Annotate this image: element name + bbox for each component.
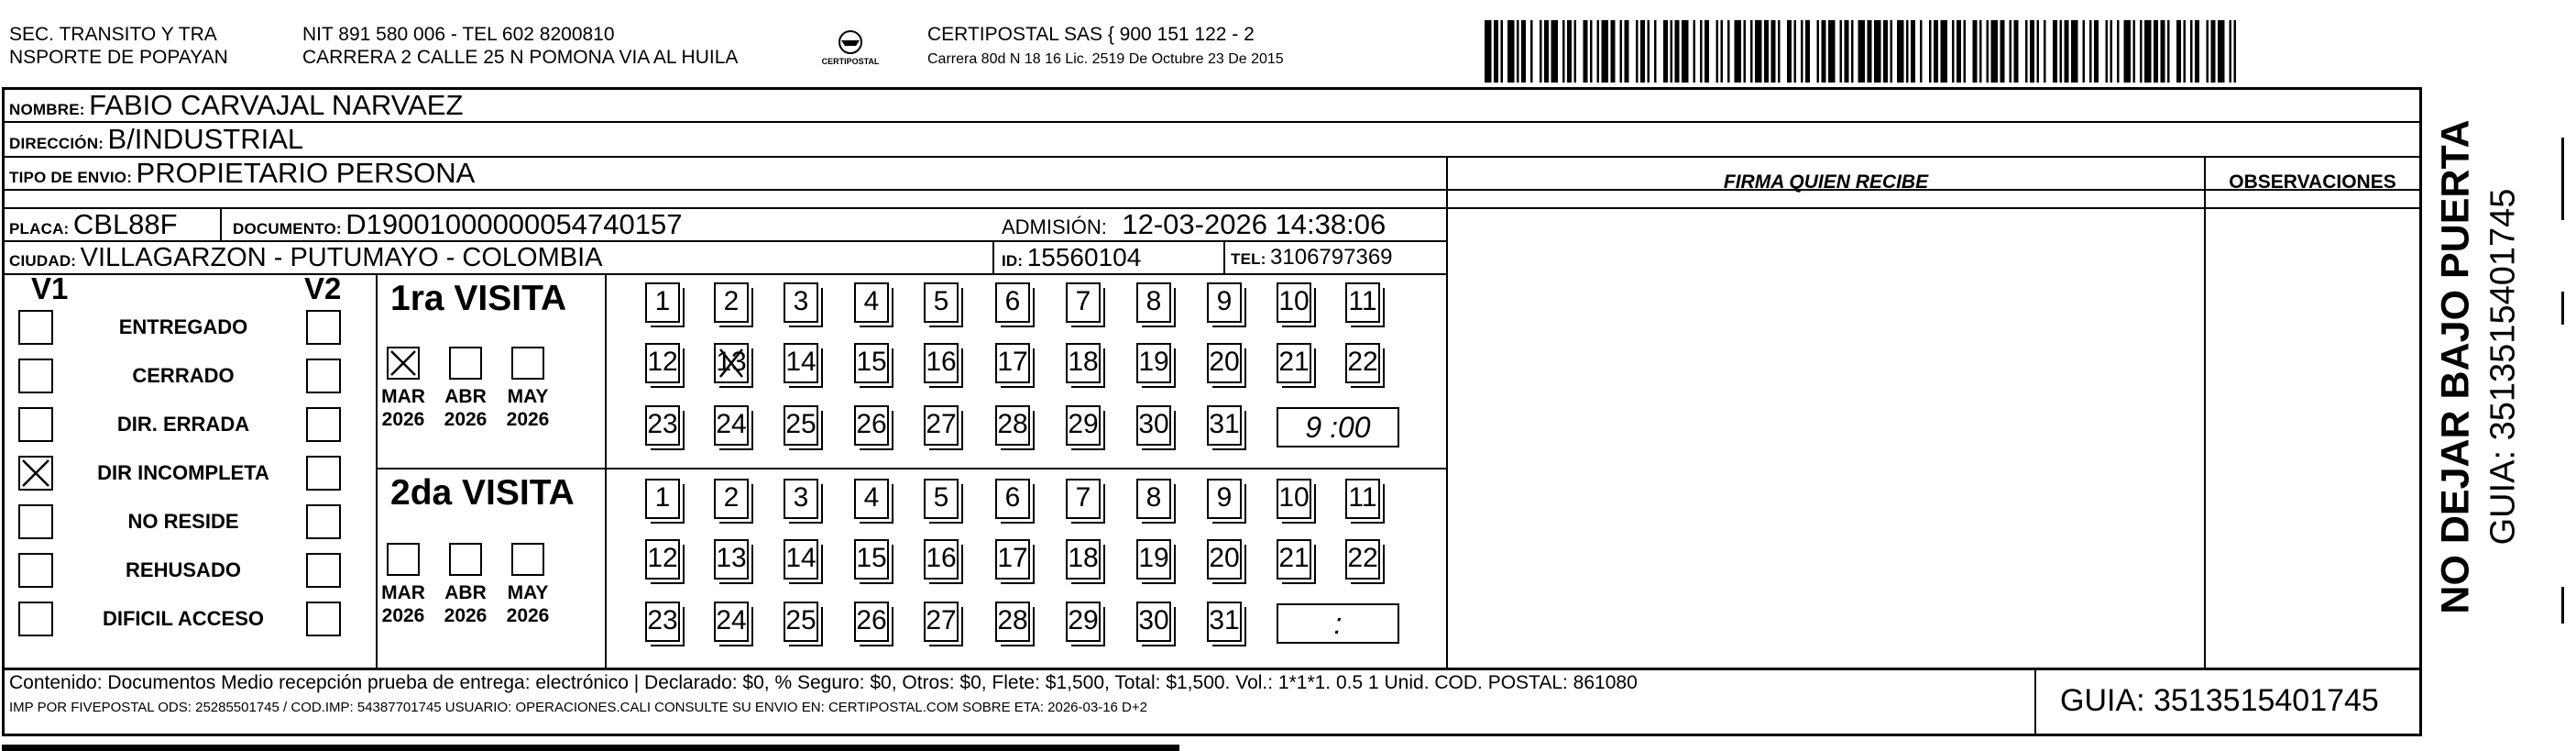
- second-visit-day-box[interactable]: 23: [645, 602, 680, 642]
- first-visit-day-box[interactable]: 23: [645, 405, 680, 446]
- id-value: 15560104: [1026, 243, 1142, 271]
- barcode: [1485, 20, 2236, 83]
- barcode-bar: [2094, 20, 2099, 83]
- first-visit-month-label: ABR 2026: [444, 386, 488, 430]
- company-line: CERTIPOSTAL SAS { 900 151 122 - 2: [927, 24, 1255, 45]
- first-visit-day-box[interactable]: 6: [995, 282, 1030, 323]
- side-guia: GUIA: 3513515401745: [2483, 188, 2523, 546]
- second-visit-day-box[interactable]: 5: [924, 479, 959, 519]
- footer-guia: GUIA: 3513515401745: [2060, 683, 2379, 718]
- barcode-bar: [1597, 20, 1600, 83]
- first-visit-day-box[interactable]: 25: [784, 405, 818, 446]
- barcode-bar: [1964, 20, 1967, 83]
- barcode-bar: [1744, 20, 1747, 83]
- first-visit-day-box[interactable]: 1: [645, 282, 680, 323]
- first-visit-day-box[interactable]: 9: [1207, 282, 1242, 323]
- second-visit-month-checkbox[interactable]: [449, 543, 482, 576]
- company-license: Carrera 80d N 18 16 Lic. 2519 De Octubre 23 De 2015: [927, 51, 1284, 67]
- v1-checkbox[interactable]: [18, 310, 53, 345]
- second-visit-day-box[interactable]: 28: [995, 602, 1030, 642]
- second-visit-day-box[interactable]: 12: [645, 539, 680, 580]
- second-visit-day-box[interactable]: 13: [714, 539, 749, 580]
- tipo-label: TIPO DE ENVIO:: [9, 169, 133, 186]
- second-visit-day-box[interactable]: 17: [995, 539, 1030, 580]
- barcode-bar: [1771, 20, 1776, 83]
- barcode-bar: [1735, 20, 1742, 83]
- second-visit-day-box[interactable]: 10: [1277, 479, 1311, 519]
- barcode-bar: [1625, 20, 1629, 83]
- barcode-bar: [1611, 20, 1616, 83]
- sender-line-2: NSPORTE DE POPAYAN: [9, 47, 228, 68]
- barcode-bar: [2195, 20, 2199, 83]
- barcode-bar: [1494, 20, 1498, 83]
- barcode-bar: [1845, 20, 1849, 83]
- barcode-bar: [2117, 20, 2120, 83]
- barcode-bar: [1540, 20, 1542, 83]
- barcode-bar: [1822, 20, 1826, 83]
- barcode-bar: [2010, 20, 2012, 83]
- barcode-bar: [1840, 20, 1843, 83]
- barcode-bar: [1700, 20, 1703, 83]
- second-visit-day-box[interactable]: 20: [1207, 539, 1242, 580]
- barcode-bar: [1794, 20, 1797, 83]
- second-visit-day-box[interactable]: 30: [1136, 602, 1171, 642]
- barcode-bar: [2106, 20, 2109, 83]
- second-visit-day-box[interactable]: 22: [1345, 539, 1380, 580]
- edge-mark: [2561, 292, 2564, 325]
- v1-checkbox[interactable]: [18, 553, 53, 588]
- barcode-bar: [1973, 20, 1978, 83]
- second-visit-day-box[interactable]: 27: [924, 602, 959, 642]
- v1-checkbox[interactable]: [18, 602, 53, 636]
- barcode-bar: [1817, 20, 1820, 83]
- first-visit-day-box[interactable]: 30: [1136, 405, 1171, 446]
- barcode-bar: [2140, 20, 2143, 83]
- first-visit-month-checkbox[interactable]: [449, 347, 482, 380]
- barcode-bar: [1590, 20, 1593, 83]
- ciudad-value: VILLAGARZON - PUTUMAYO - COLOMBIA: [80, 243, 603, 272]
- first-visit-day-box[interactable]: 11: [1345, 282, 1380, 323]
- v1-label: V1: [31, 271, 69, 305]
- tel-cell: [1231, 240, 1393, 278]
- barcode-bar: [2110, 20, 2113, 83]
- tel-value: 3106797369: [1270, 245, 1393, 270]
- barcode-bar: [1883, 20, 1888, 83]
- barcode-bar: [2071, 20, 2078, 83]
- second-visit-day-box[interactable]: 16: [924, 539, 959, 580]
- barcode-bar: [1801, 20, 1803, 83]
- barcode-bar: [1530, 20, 1533, 83]
- sender-line-1: SEC. TRANSITO Y TRA: [9, 24, 217, 45]
- day-cross-mark: [718, 347, 745, 389]
- edge-mark: [2561, 587, 2564, 624]
- barcode-bar: [1929, 20, 1932, 83]
- barcode-bar: [1805, 20, 1810, 83]
- first-visit-time-box[interactable]: 9 :00: [1277, 407, 1399, 447]
- barcode-bar: [2025, 20, 2028, 83]
- barcode-bar: [1501, 20, 1504, 83]
- barcode-bar: [1755, 20, 1762, 83]
- v1-checkbox[interactable]: [18, 407, 53, 442]
- barcode-bar: [1551, 20, 1559, 83]
- barcode-bar: [1727, 20, 1730, 83]
- first-visit-day-box[interactable]: 28: [995, 405, 1030, 446]
- first-visit-month-label: MAR 2026: [381, 386, 425, 430]
- barcode-bar: [2184, 20, 2187, 83]
- barcode-bar: [2083, 20, 2086, 83]
- second-visit-day-box[interactable]: 14: [784, 539, 818, 580]
- barcode-bar: [1941, 20, 1948, 83]
- barcode-bar: [1648, 20, 1650, 83]
- barcode-bar: [1750, 20, 1753, 83]
- nombre-value: FABIO CARVAJAL NARVAEZ: [89, 89, 464, 121]
- barcode-bar: [1694, 20, 1696, 83]
- barcode-bar: [1787, 20, 1792, 83]
- barcode-bar: [1485, 20, 1492, 83]
- status-option-label: DIR INCOMPLETA: [97, 461, 269, 484]
- barcode-bar: [1620, 20, 1623, 83]
- second-visit-day-box[interactable]: 15: [854, 539, 889, 580]
- barcode-bar: [2065, 20, 2069, 83]
- barcode-bar: [1911, 20, 1915, 83]
- v1-checkbox[interactable]: [18, 359, 53, 393]
- barcode-bar: [1682, 20, 1689, 83]
- barcode-bar: [2234, 20, 2237, 83]
- second-visit-month-label: MAR 2026: [381, 582, 425, 626]
- direccion-label: DIRECCIÓN:: [9, 135, 104, 152]
- second-visit-day-box[interactable]: 11: [1345, 479, 1380, 519]
- documento-value: D19001000000054740157: [345, 208, 683, 240]
- barcode-bar: [2190, 20, 2193, 83]
- barcode-bar: [1654, 20, 1657, 83]
- barcode-bar: [2124, 20, 2132, 83]
- barcode-bar: [2014, 20, 2019, 83]
- second-visit-day-box[interactable]: 29: [1066, 602, 1101, 642]
- first-visit-title: 1ra VISITA: [390, 279, 567, 318]
- tel-label: TEL:: [1231, 250, 1266, 268]
- status-option-label: NO RESIDE: [127, 510, 239, 533]
- second-visit-month-checkbox[interactable]: [511, 543, 544, 576]
- tipo-value: PROPIETARIO PERSONA: [136, 157, 476, 189]
- barcode-bar: [2044, 20, 2046, 83]
- first-visit-day-box[interactable]: 20: [1207, 343, 1242, 383]
- second-visit-day-box[interactable]: 21: [1277, 539, 1311, 580]
- barcode-bar: [1507, 20, 1515, 83]
- first-visit-month-label: MAY 2026: [506, 386, 550, 430]
- barcode-bar: [1828, 20, 1836, 83]
- admision-label: ADMISIÓN:: [1002, 215, 1107, 238]
- barcode-bar: [2060, 20, 2063, 83]
- barcode-bar: [1517, 20, 1519, 83]
- second-visit-month-label: MAY 2026: [506, 582, 550, 626]
- tipo-row: [9, 156, 475, 196]
- barcode-bar: [2211, 20, 2216, 83]
- barcode-bar: [2161, 20, 2165, 83]
- barcode-bar: [2030, 20, 2034, 83]
- second-visit-day-box[interactable]: 31: [1207, 602, 1242, 642]
- first-visit-day-box[interactable]: 4: [854, 282, 889, 323]
- barcode-bar: [1868, 20, 1872, 83]
- barcode-bar: [1979, 20, 1982, 83]
- second-visit-day-box[interactable]: 25: [784, 602, 818, 642]
- v2-checkbox[interactable]: [306, 602, 341, 636]
- second-visit-time-box[interactable]: :: [1277, 603, 1399, 644]
- barcode-bar: [2167, 20, 2170, 83]
- observaciones-header: OBSERVACIONES: [2229, 171, 2396, 193]
- first-visit-day-box[interactable]: 7: [1066, 282, 1101, 323]
- barcode-bar: [2037, 20, 2040, 83]
- barcode-bar: [1858, 20, 1866, 83]
- barcode-bar: [2001, 20, 2005, 83]
- second-visit-day-box[interactable]: 4: [854, 479, 889, 519]
- barcode-bar: [1716, 20, 1719, 83]
- barcode-bar: [1602, 20, 1609, 83]
- v2-label: V2: [304, 271, 342, 305]
- second-visit-day-box[interactable]: 7: [1066, 479, 1101, 519]
- second-visit-title: 2da VISITA: [390, 473, 575, 513]
- barcode-bar: [2154, 20, 2158, 83]
- first-visit-day-box[interactable]: 18: [1066, 343, 1101, 383]
- side-guia-block: [2476, 83, 2531, 651]
- second-visit-day-box[interactable]: 2: [714, 479, 749, 519]
- nombre-label: NOMBRE:: [9, 101, 85, 118]
- ciudad-label: CIUDAD:: [9, 252, 77, 270]
- first-visit-month-checkbox[interactable]: [387, 347, 420, 380]
- second-visit-month-checkbox[interactable]: [387, 543, 420, 576]
- v2-checkbox[interactable]: [306, 553, 341, 588]
- barcode-bar: [1952, 20, 1955, 83]
- v1-checkbox[interactable]: [18, 504, 53, 539]
- barcode-bar: [1991, 20, 1999, 83]
- second-visit-day-box[interactable]: 18: [1066, 539, 1101, 580]
- first-visit-day-box[interactable]: 13: [714, 343, 749, 383]
- barcode-bar: [1987, 20, 1990, 83]
- v2-checkbox[interactable]: [306, 456, 341, 491]
- no-dejar-bajo-puerta: NO DEJAR BAJO PUERTA: [2433, 119, 2478, 614]
- barcode-bar: [1584, 20, 1588, 83]
- barcode-bar: [1521, 20, 1526, 83]
- barcode-bar: [1567, 20, 1572, 83]
- second-visit-day-box[interactable]: 6: [995, 479, 1030, 519]
- first-visit-day-box[interactable]: 26: [854, 405, 889, 446]
- second-visit-day-box[interactable]: 26: [854, 602, 889, 642]
- second-visit-day-box[interactable]: 9: [1207, 479, 1242, 519]
- barcode-bar: [1920, 20, 1923, 83]
- direccion-value: B/INDUSTRIAL: [107, 123, 304, 155]
- barcode-bar: [2089, 20, 2092, 83]
- v2-checkbox[interactable]: [306, 504, 341, 539]
- first-visit-day-box[interactable]: 10: [1277, 282, 1311, 323]
- barcode-bar: [1663, 20, 1668, 83]
- v2-checkbox[interactable]: [306, 359, 341, 393]
- first-visit-day-box[interactable]: 8: [1136, 282, 1171, 323]
- barcode-bar: [2230, 20, 2232, 83]
- first-visit-day-box[interactable]: 19: [1136, 343, 1171, 383]
- id-cell: [1002, 240, 1141, 280]
- status-option-label: DIR. ERRADA: [116, 413, 250, 436]
- firma-header: FIRMA QUIEN RECIBE: [1723, 171, 1929, 193]
- bottom-edge-bar: [2, 745, 1179, 751]
- barcode-bar: [1891, 20, 1893, 83]
- second-visit-day-box[interactable]: 8: [1136, 479, 1171, 519]
- barcode-bar: [1778, 20, 1781, 83]
- first-visit-day-box[interactable]: 3: [784, 282, 818, 323]
- barcode-bar: [1897, 20, 1904, 83]
- barcode-bar: [1675, 20, 1680, 83]
- first-visit-day-box[interactable]: 17: [995, 343, 1030, 383]
- barcode-bar: [1906, 20, 1909, 83]
- second-visit-day-box[interactable]: 24: [714, 602, 749, 642]
- second-visit-day-box[interactable]: 1: [645, 479, 680, 519]
- imp-line: IMP POR FIVEPOSTAL ODS: 25285501745 / COD.IMP: 54387701745 USUARIO: OPERACIONES.CALI CONSULTE SU ENVIO EN: CERTIPOSTAL.COM SOBRE ETA: 2026-03-16 D+2: [9, 700, 1147, 715]
- barcode-bar: [2144, 20, 2152, 83]
- barcode-bar: [1721, 20, 1724, 83]
- v1-checkbox[interactable]: [18, 456, 53, 491]
- second-visit-day-box[interactable]: 3: [784, 479, 818, 519]
- second-visit-day-box[interactable]: 19: [1136, 539, 1171, 580]
- certipostal-logo: [814, 28, 887, 72]
- barcode-bar: [1562, 20, 1565, 83]
- first-visit-day-box[interactable]: 21: [1277, 343, 1311, 383]
- first-visit-day-box[interactable]: 29: [1066, 405, 1101, 446]
- admision-value: 12-03-2026 14:38:06: [1122, 208, 1387, 240]
- first-visit-day-box[interactable]: 31: [1207, 405, 1242, 446]
- first-visit-day-box[interactable]: 14: [784, 343, 818, 383]
- barcode-bar: [1636, 20, 1639, 83]
- barcode-bar: [1544, 20, 1549, 83]
- barcode-bar: [1851, 20, 1854, 83]
- nit-line: NIT 891 580 006 - TEL 602 8200810: [302, 24, 615, 45]
- barcode-bar: [1957, 20, 1961, 83]
- barcode-bar: [1671, 20, 1673, 83]
- edge-mark: [2561, 138, 2564, 220]
- first-visit-day-box[interactable]: 15: [854, 343, 889, 383]
- first-visit-month-checkbox[interactable]: [511, 347, 544, 380]
- placa-value: CBL88F: [72, 208, 178, 240]
- first-visit-day-box[interactable]: 12: [645, 343, 680, 383]
- first-visit-day-box[interactable]: 24: [714, 405, 749, 446]
- barcode-bar: [1764, 20, 1769, 83]
- second-visit-month-label: ABR 2026: [444, 582, 488, 626]
- documento-label: DOCUMENTO:: [233, 220, 342, 237]
- v2-checkbox[interactable]: [306, 407, 341, 442]
- placa-label: PLACA:: [9, 220, 70, 237]
- v2-checkbox[interactable]: [306, 310, 341, 345]
- barcode-bar: [2053, 20, 2057, 83]
- barcode-bar: [2176, 20, 2181, 83]
- first-visit-day-box[interactable]: 22: [1345, 343, 1380, 383]
- address-line: CARRERA 2 CALLE 25 N POMONA VIA AL HUILA: [302, 47, 739, 68]
- first-visit-day-box[interactable]: 27: [924, 405, 959, 446]
- contenido-line: Contenido: Documentos Medio recepción prueba de entrega: electrónico | Declarado: $0, % Seguro: $0, Otros: $0, Flete: $1,500, Total: $1,500. Vol.: 1*1*1. 0.5 1 Unid. COD. POSTAL: 861080: [9, 672, 1638, 693]
- barcode-bar: [1705, 20, 1709, 83]
- barcode-bar: [2207, 20, 2209, 83]
- barcode-bar: [1640, 20, 1645, 83]
- first-visit-day-box[interactable]: 2: [714, 282, 749, 323]
- barcode-bar: [1574, 20, 1577, 83]
- barcode-bar: [1874, 20, 1881, 83]
- status-option-label: DIFICIL ACCESO: [102, 607, 264, 630]
- svg-text:CERTIPOSTAL: CERTIPOSTAL: [821, 57, 880, 66]
- status-option-label: REHUSADO: [126, 558, 241, 581]
- barcode-bar: [2218, 20, 2225, 83]
- barcode-bar: [2133, 20, 2136, 83]
- status-option-label: CERRADO: [132, 364, 235, 387]
- id-label: ID:: [1002, 252, 1024, 270]
- barcode-bar: [1934, 20, 1938, 83]
- first-visit-day-box[interactable]: 16: [924, 343, 959, 383]
- first-visit-day-box[interactable]: 5: [924, 282, 959, 323]
- status-option-label: ENTREGADO: [118, 315, 248, 338]
